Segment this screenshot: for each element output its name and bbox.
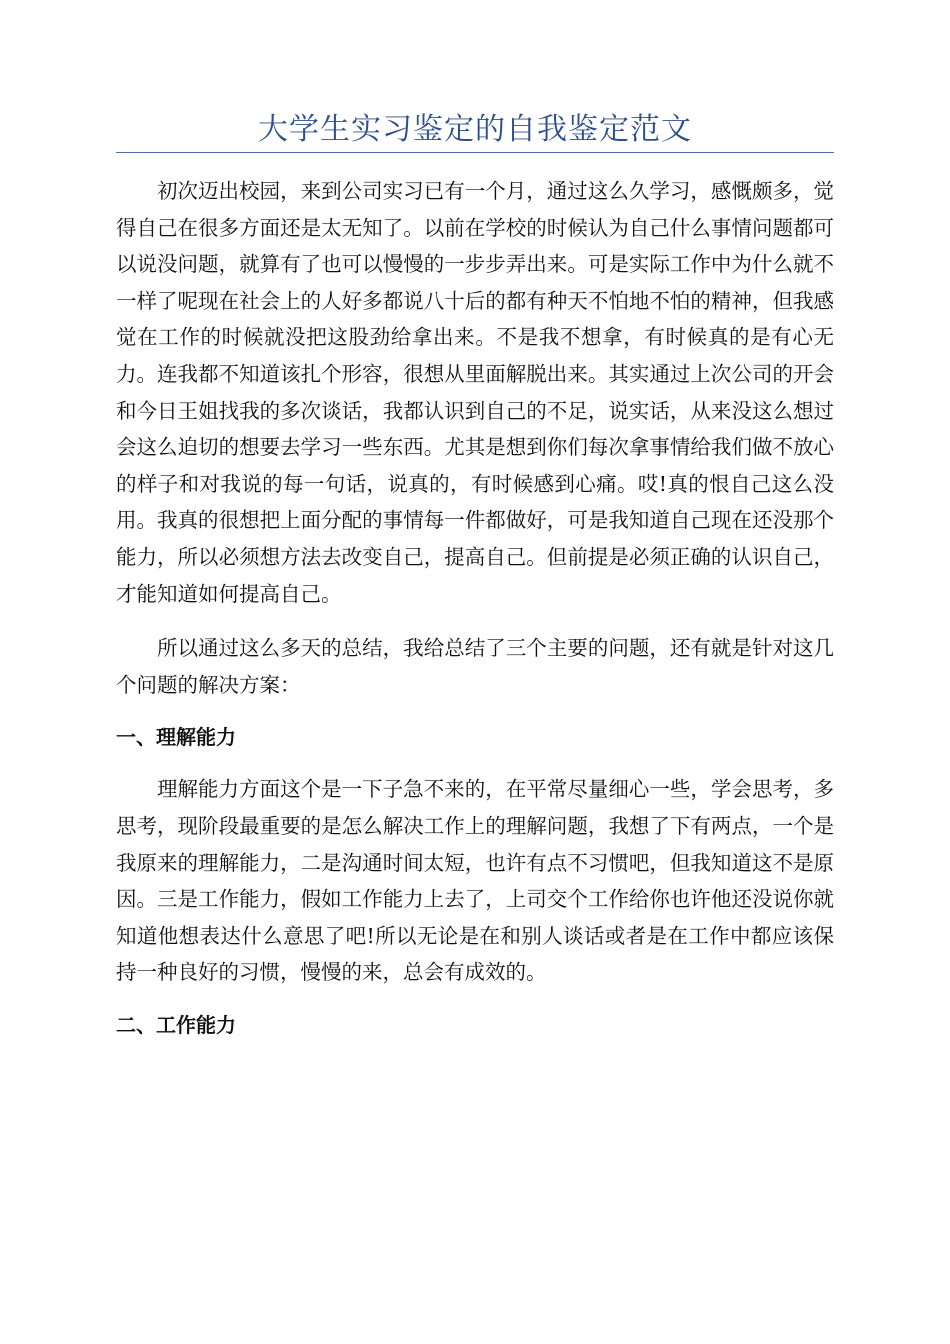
paragraph-understanding: 理解能力方面这个是一下子急不来的，在平常尽量细心一些，学会思考，多思考，现阶段最重要的是怎么解决工作上的理解问题，我想了下有两点，一个是我原来的理解能力，二是沟通时间太短，也许有点不习惯吧，但我知道这不是原因。三是工作能力，假如工作能力上去了，上司交个工作给你也许他还没说你就知道他想表达什么意思了吧!所以无论是在和别人谈话或者是在工作中都应该保持一种良好的习惯，慢慢的来，总会有成效的。 — [116, 777, 834, 985]
paragraph-summary: 所以通过这么多天的总结，我给总结了三个主要的问题，还有就是针对这几个问题的解决方案： — [116, 636, 834, 697]
title-divider — [116, 152, 834, 153]
paragraph-intro: 初次迈出校园，来到公司实习已有一个月，通过这么久学习，感慨颇多，觉得自己在很多方面还是太无知了。以前在学校的时候认为自己什么事情问题都可以说没问题，就算有了也可以慢慢的一步步弄出来。可是实际工作中为什么就不一样了呢现在社会上的人好多都说八十后的都有种天不怕地不怕的精神，但我感觉在工作的时候就没把这股劲给拿出来。不是我不想拿，有时候真的是有心无力。连我都不知道该扎个形容，很想从里面解脱出来。其实通过上次公司的开会和今日王姐找我的多次谈话，我都认识到自己的不足，说实话，从来没这么想过会这么迫切的想要去学习一些东西。尤其是想到你们每次拿事情给我们做不放心的样子和对我说的每一句话，说真的，有时候感到心痛。哎!真的恨自己这么没用。我真的很想把上面分配的事情每一件都做好，可是我知道自己现在还没那个能力，所以必须想方法去改变自己，提高自己。但前提是必须正确的认识自己，才能知道如何提高自己。 — [116, 179, 834, 606]
section-heading-understanding: 一、理解能力 — [116, 725, 236, 750]
document-title: 大学生实习鉴定的自我鉴定范文 — [258, 112, 692, 147]
document-body — [116, 173, 834, 1041]
document-page — [116, 108, 834, 1059]
section-heading-work-ability: 二、工作能力 — [116, 1012, 236, 1037]
